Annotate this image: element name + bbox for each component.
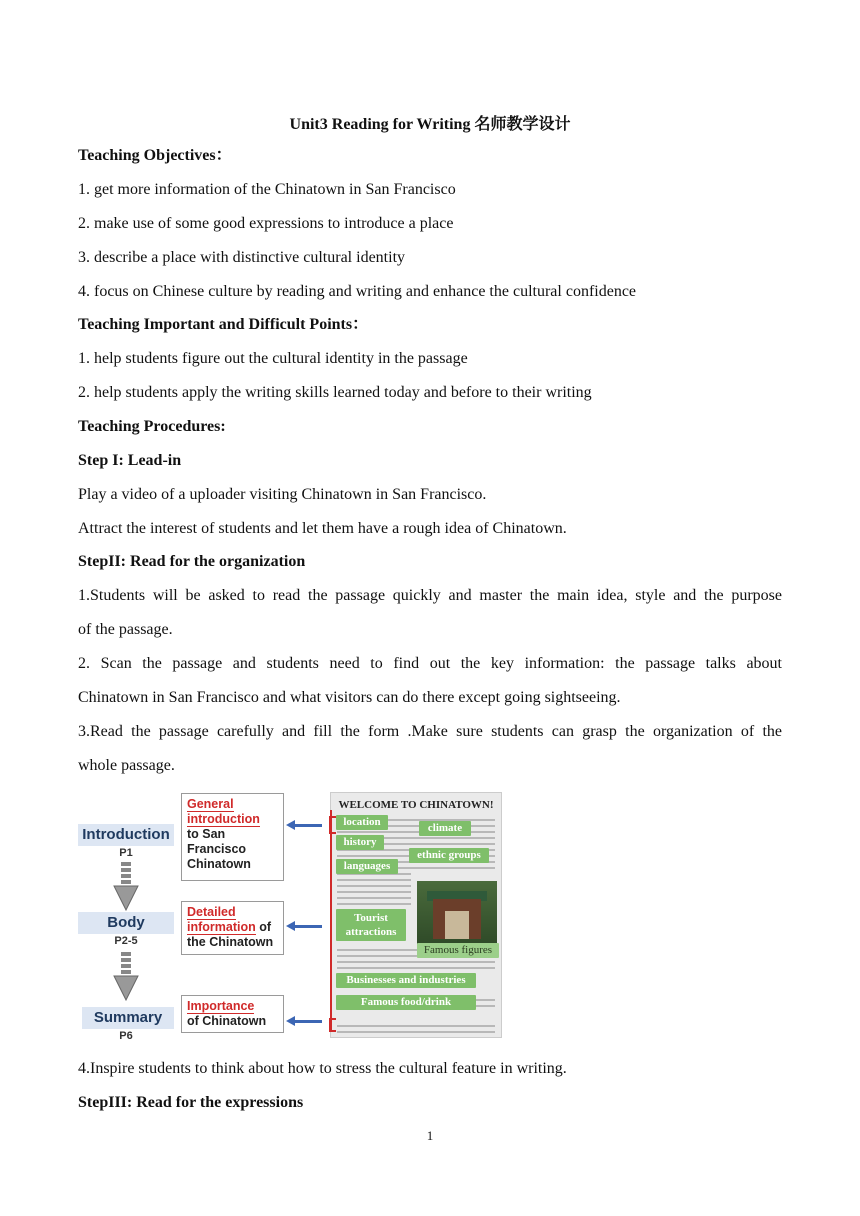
box2-red-1: Detailed — [187, 905, 236, 919]
tag-famous-figures: Famous figures — [417, 943, 499, 958]
step2-item3-line2: whole passage. — [78, 757, 175, 774]
summary-paragraph: P6 — [119, 1030, 133, 1042]
step1-heading: Step I: Lead-in — [78, 452, 182, 469]
introduction-paragraph: P1 — [119, 847, 133, 859]
point-2: 2. help students apply the writing skills learned today and before to their writing — [78, 384, 592, 401]
page-title: Unit3 Reading for Writing 名师教学设计 — [289, 116, 571, 133]
detailed-information-box — [181, 901, 284, 955]
passage-thumbnail — [330, 792, 502, 1038]
left-arrow-icon — [294, 1020, 322, 1023]
tag-languages: languages — [336, 859, 398, 874]
body-paragraphs: P2-5 — [114, 935, 138, 947]
step3-heading: StepIII: Read for the expressions — [78, 1094, 304, 1111]
tag-history: history — [336, 835, 384, 850]
box2-rest: the Chinatown — [187, 935, 274, 949]
box2-red-2: information — [187, 920, 256, 934]
passage-title: WELCOME TO CHINATOWN! — [338, 799, 494, 811]
introduction-label: Introduction — [78, 824, 174, 846]
box1-red-2: introduction — [187, 812, 260, 826]
step2-item1-line2: of the passage. — [78, 621, 173, 638]
objective-1: 1. get more information of the Chinatown in San Francisco — [78, 181, 456, 198]
step2-heading: StepII: Read for the organization — [78, 553, 306, 570]
general-introduction-box — [181, 793, 284, 881]
intro-bracket — [329, 816, 336, 834]
step2-item1-line1: 1.Students will be asked to read the passage quickly and master the main idea, style and the purpose — [78, 587, 782, 604]
tag-tourist-2: attractions — [345, 926, 397, 938]
points-heading: Teaching Important and Difficult Points： — [78, 316, 369, 333]
page-number: 1 — [426, 1128, 434, 1143]
objectives-heading: Teaching Objectives： — [78, 147, 232, 164]
step2-item2-line1: 2. Scan the passage and students need to find out the key information: the passage talks about — [78, 655, 782, 672]
box1-rest: to San Francisco Chinatown — [187, 827, 251, 871]
tag-tourist-1: Tourist — [354, 912, 388, 924]
step2-item2-line2: Chinatown in San Francisco and what visitors can do there except going sightseeing. — [78, 689, 621, 706]
body-label: Body — [78, 912, 174, 934]
chinatown-gate-photo — [417, 881, 497, 945]
section-bracket — [330, 810, 338, 1030]
objective-4: 4. focus on Chinese culture by reading and writing and enhance the cultural confidence — [78, 283, 637, 300]
tag-climate: climate — [419, 821, 471, 836]
tag-ethnic-groups: ethnic groups — [409, 848, 489, 863]
summary-bracket — [329, 1018, 336, 1032]
point-1: 1. help students figure out the cultural identity in the passage — [78, 350, 468, 367]
step1-text-b: Attract the interest of students and let them have a rough idea of Chinatown. — [78, 520, 567, 537]
box3-red: Importance — [187, 999, 255, 1013]
box3-rest: of Chinatown — [187, 1014, 267, 1028]
left-arrow-icon — [294, 824, 322, 827]
down-arrow-icon — [112, 952, 140, 1002]
box2-of: of — [255, 920, 272, 934]
procedures-heading: Teaching Procedures: — [78, 418, 226, 435]
importance-box — [181, 995, 284, 1033]
tag-businesses: Businesses and industries — [336, 973, 476, 988]
tag-food-drink: Famous food/drink — [336, 995, 476, 1010]
objective-3: 3. describe a place with distinctive cultural identity — [78, 249, 406, 266]
down-arrow-icon — [112, 862, 140, 912]
summary-label: Summary — [82, 1007, 174, 1029]
left-arrow-icon — [294, 925, 322, 928]
step2-item4: 4.Inspire students to think about how to stress the cultural feature in writing. — [78, 1060, 567, 1077]
step2-item3-line1: 3.Read the passage carefully and fill the form .Make sure students can grasp the organization of the — [78, 723, 782, 740]
step1-text-a: Play a video of a uploader visiting Chinatown in San Francisco. — [78, 486, 487, 503]
objective-2: 2. make use of some good expressions to introduce a place — [78, 215, 454, 232]
box1-red-1: General — [187, 797, 234, 811]
organization-diagram — [78, 790, 508, 1040]
tag-tourist-attractions — [336, 909, 406, 941]
tag-location: location — [336, 815, 388, 830]
